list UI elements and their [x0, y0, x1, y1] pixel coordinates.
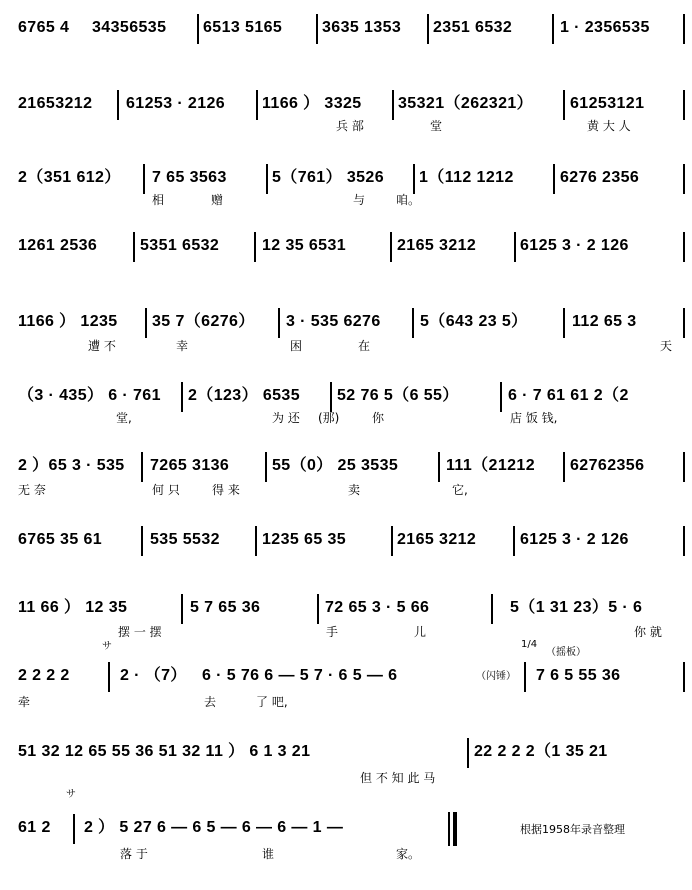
lyric: 相	[152, 193, 165, 207]
barline	[133, 232, 135, 262]
measure: 62762356	[570, 457, 645, 474]
measure: 2 2 2 2	[18, 667, 70, 684]
measure: 22 2 2 2（1 35 21	[474, 743, 608, 760]
score-system-11	[0, 732, 692, 792]
barline	[491, 594, 493, 624]
lyric: 店 饭 钱,	[510, 411, 558, 425]
source-note: 根据1958年录音整理	[520, 823, 625, 836]
barline	[553, 164, 555, 194]
lyric: 赠	[211, 193, 224, 207]
lyric: 得 来	[212, 483, 240, 497]
measure: 111（21212	[446, 457, 536, 474]
measure: 61 2	[18, 819, 51, 836]
score-system-4	[0, 228, 692, 278]
barline	[117, 90, 119, 120]
lyric: 遭 不	[88, 339, 116, 353]
measure: 2（123） 6535	[188, 387, 301, 404]
barline	[254, 232, 256, 262]
barline	[255, 526, 257, 556]
measure: 2165 3212	[397, 531, 477, 548]
lyric: 在	[358, 339, 371, 353]
tempo-mark: （摇板）	[546, 647, 586, 658]
measure: 3 · 535 6276	[286, 313, 381, 330]
final-barline-thin	[448, 812, 450, 846]
score-system-10	[0, 640, 692, 720]
measure: 52 76 5（6 55）	[337, 387, 459, 404]
score-system-5	[0, 300, 692, 360]
free-meter-mark: サ	[66, 789, 76, 800]
measure: 6125 3 · 2 126	[520, 531, 629, 548]
measure: 6 · 5 76 6 — 5 7 · 6 5 — 6	[202, 667, 398, 684]
measure: 1 · 2356535	[560, 19, 650, 36]
measure: 11 66 ） 12 35	[18, 599, 128, 616]
lyric: 何 只	[152, 483, 180, 497]
technique-mark: （闪锤）	[476, 671, 516, 682]
lyric: 手	[326, 625, 339, 639]
barline	[73, 814, 75, 844]
barline	[256, 90, 258, 120]
measure: 55（0） 25 3535	[272, 457, 399, 474]
barline	[513, 526, 515, 556]
barline	[392, 90, 394, 120]
barline	[514, 232, 516, 262]
measure: 72 65 3 · 5 66	[325, 599, 430, 616]
lyric: 你 就	[634, 625, 662, 639]
barline	[141, 452, 143, 482]
lyric: 落 于	[120, 847, 148, 861]
score-system-7	[0, 446, 692, 506]
measure: 6125 3 · 2 126	[520, 237, 629, 254]
barline	[683, 14, 685, 44]
measure: 5 7 65 36	[190, 599, 261, 616]
barline	[467, 738, 469, 768]
barline	[563, 452, 565, 482]
measure: 5（1 31 23）5 · 6	[510, 599, 643, 616]
barline	[683, 662, 685, 692]
measure: 535 5532	[150, 531, 220, 548]
lyric: 堂,	[116, 411, 132, 425]
lyric: (那)	[318, 411, 340, 425]
barline	[413, 164, 415, 194]
barline	[108, 662, 110, 692]
measure: （3 · 435） 6 · 761	[18, 387, 161, 404]
measure: 1（112 1212	[419, 169, 514, 186]
measure: 35321（262321）	[398, 95, 534, 112]
barline	[683, 308, 685, 338]
lyric: 摆 一 摆	[118, 625, 162, 639]
measure: 112 65 3	[572, 313, 637, 330]
lyric: 无 奈	[18, 483, 46, 497]
lyric: 与	[353, 193, 366, 207]
score-system-1	[0, 0, 692, 60]
barline	[141, 526, 143, 556]
measure: 1166 ） 3325	[262, 95, 362, 112]
barline	[197, 14, 199, 44]
lyric: 谁	[262, 847, 275, 861]
measure: 2165 3212	[397, 237, 477, 254]
lyric: 为 还	[272, 411, 300, 425]
measure: 7 6 5 55 36	[536, 667, 621, 684]
barline	[552, 14, 554, 44]
barline	[181, 594, 183, 624]
barline	[683, 526, 685, 556]
measure: 21653212	[18, 95, 93, 112]
measure: 2 ）65 3 · 535	[18, 457, 125, 474]
measure: 2351 6532	[433, 19, 513, 36]
barline	[390, 232, 392, 262]
measure: 5351 6532	[140, 237, 220, 254]
lyric: 但 不 知 此 马	[360, 771, 436, 785]
measure: 35 7（6276）	[152, 313, 255, 330]
barline	[145, 308, 147, 338]
barline	[412, 308, 414, 338]
score-system-3	[0, 158, 692, 218]
measure: 2 · （7）	[120, 667, 187, 684]
barline	[266, 164, 268, 194]
barline	[683, 452, 685, 482]
barline	[500, 382, 502, 412]
measure: 7265 3136	[150, 457, 230, 474]
lyric: 了 吧,	[256, 695, 288, 709]
lyric: 你	[372, 411, 385, 425]
lyric: 家。	[396, 847, 421, 861]
barline	[391, 526, 393, 556]
barline	[438, 452, 440, 482]
barline	[427, 14, 429, 44]
lyric: 咱。	[396, 193, 421, 207]
lyric: 去	[204, 695, 217, 709]
lyric: 牵	[18, 695, 31, 709]
lyric: 幸	[176, 339, 189, 353]
measure: 51 32 12 65 55 36 51 32 11 ） 6 1 3 21	[18, 743, 311, 760]
measure: 1261 2536	[18, 237, 98, 254]
score-system-12	[0, 790, 692, 870]
measure: 6765 35 61	[18, 531, 103, 548]
measure: 6 · 7 61 61 2（2	[508, 387, 629, 404]
barline	[143, 164, 145, 194]
measure: 6765 4	[18, 19, 70, 36]
measure: 6513 5165	[203, 19, 283, 36]
lyric: 天	[660, 339, 673, 353]
lyric: 困	[290, 339, 303, 353]
lyric: 它,	[452, 483, 468, 497]
final-barline-thick	[453, 812, 457, 846]
lyric: 堂	[430, 119, 443, 133]
barline	[317, 594, 319, 624]
measure: 12 35 6531	[262, 237, 347, 254]
barline	[316, 14, 318, 44]
time-signature: 1/4	[521, 639, 538, 650]
measure: 34356535	[92, 19, 167, 36]
lyric: 兵 部	[336, 119, 364, 133]
measure: 1166 ） 1235	[18, 313, 118, 330]
measure: 5（761） 3526	[272, 169, 385, 186]
measure: 7 65 3563	[152, 169, 227, 186]
measure: 1235 65 35	[262, 531, 347, 548]
lyric: 儿	[414, 625, 427, 639]
barline	[265, 452, 267, 482]
lyric: 卖	[348, 483, 361, 497]
measure: 2 ） 5 27 6 — 6 5 — 6 — 6 — 1 —	[84, 819, 344, 836]
measure: 5（643 23 5）	[420, 313, 528, 330]
measure: 2（351 612）	[18, 169, 121, 186]
score-system-6	[0, 376, 692, 436]
barline	[524, 662, 526, 692]
measure: 61253121	[570, 95, 645, 112]
barline	[181, 382, 183, 412]
score-system-2	[0, 80, 692, 140]
barline	[563, 308, 565, 338]
barline	[278, 308, 280, 338]
measure: 6276 2356	[560, 169, 640, 186]
barline	[563, 90, 565, 120]
barline	[683, 232, 685, 262]
barline	[683, 90, 685, 120]
score-system-8	[0, 520, 692, 570]
barline	[330, 382, 332, 412]
measure: 3635 1353	[322, 19, 402, 36]
measure: 61253 · 2126	[126, 95, 226, 112]
free-meter-mark: サ	[102, 641, 112, 652]
lyric: 黄 大 人	[587, 119, 631, 133]
barline	[683, 164, 685, 194]
